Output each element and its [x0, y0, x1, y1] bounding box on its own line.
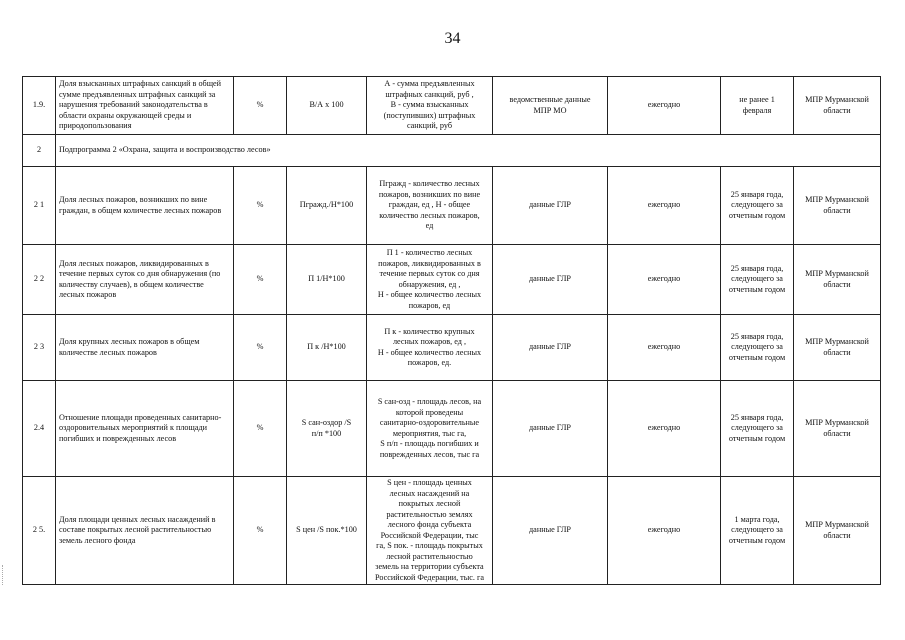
row-number: 2 2	[23, 245, 56, 315]
page-number: 34	[444, 30, 461, 47]
formula: В/А х 100	[287, 77, 367, 135]
responsible-body: МПР Мурманской области	[794, 315, 881, 381]
responsible-body: МПР Мурманской области	[794, 167, 881, 245]
indicator-name: Доля взысканных штрафных санкций в общей сумме предъявленных штрафных санкций за нарушения требований законодательства в области охраны окружающей среды и природопользования	[56, 77, 234, 135]
deadline: 25 января года, следующего за отчетным годом	[721, 381, 794, 477]
frequency: ежегодно	[608, 381, 721, 477]
formula-description: Пгражд - количество лесных пожаров, возникших по вине граждан, ед , Н - общее количество лесных пожаров, ед	[367, 167, 493, 245]
frequency: ежегодно	[608, 477, 721, 585]
table-row	[23, 167, 881, 245]
formula-description: П к - количество крупных лесных пожаров, ед , Н - общее количество лесных пожаров, ед.	[367, 315, 493, 381]
formula-description: А - сумма предъявленных штрафных санкций, руб , В - сумма взысканных (поступивших) штрафных санкций, руб	[367, 77, 493, 135]
data-source: данные ГЛР	[493, 477, 608, 585]
unit: %	[234, 77, 287, 135]
unit: %	[234, 381, 287, 477]
indicator-name: Доля крупных лесных пожаров в общем количестве лесных пожаров	[56, 315, 234, 381]
unit: %	[234, 315, 287, 381]
frequency: ежегодно	[608, 167, 721, 245]
indicators-table	[22, 76, 881, 585]
deadline: 25 января года, следующего за отчетным годом	[721, 167, 794, 245]
indicator-name: Доля площади ценных лесных насаждений в составе покрытых лесной растительностью земель лесного фонда	[56, 477, 234, 585]
unit: %	[234, 167, 287, 245]
frequency: ежегодно	[608, 77, 721, 135]
data-source: ведомственные данные МПР МО	[493, 77, 608, 135]
deadline: 25 января года, следующего за отчетным годом	[721, 315, 794, 381]
row-number: 1.9.	[23, 77, 56, 135]
formula-description: П 1 - количество лесных пожаров, ликвидированных в течение первых суток со дня обнаружения, ед , Н - общее количество лесных пожаров, ед	[367, 245, 493, 315]
table-row	[23, 315, 881, 381]
row-number: 2 3	[23, 315, 56, 381]
formula: Пгражд./Н*100	[287, 167, 367, 245]
subprogram-title: Подпрограмма 2 «Охрана, защита и воспроизводство лесов»	[56, 135, 881, 167]
deadline: 25 января года, следующего за отчетным годом	[721, 245, 794, 315]
unit: %	[234, 477, 287, 585]
scan-edge-mark	[2, 565, 5, 585]
data-source: данные ГЛР	[493, 245, 608, 315]
row-number: 2.4	[23, 381, 56, 477]
subprogram-row	[23, 135, 881, 167]
formula: П 1/Н*100	[287, 245, 367, 315]
responsible-body: МПР Мурманской области	[794, 381, 881, 477]
indicator-name: Доля лесных пожаров, ликвидированных в течение первых суток со дня обнаружения (по количеству случаев), в общем количестве лесных пожаров	[56, 245, 234, 315]
formula: S цен /S пок.*100	[287, 477, 367, 585]
table-row	[23, 477, 881, 585]
row-number: 2 1	[23, 167, 56, 245]
formula: П к /Н*100	[287, 315, 367, 381]
indicator-name: Отношение площади проведенных санитарно-оздоровительных мероприятий к площади погибших и поврежденных лесов	[56, 381, 234, 477]
deadline: 1 марта года, следующего за отчетным годом	[721, 477, 794, 585]
frequency: ежегодно	[608, 315, 721, 381]
indicator-name: Доля лесных пожаров, возникших по вине граждан, в общем количестве лесных пожаров	[56, 167, 234, 245]
table-row	[23, 381, 881, 477]
data-source: данные ГЛР	[493, 167, 608, 245]
data-source: данные ГЛР	[493, 381, 608, 477]
table-row	[23, 77, 881, 135]
table-row	[23, 245, 881, 315]
responsible-body: МПР Мурманской области	[794, 77, 881, 135]
responsible-body: МПР Мурманской области	[794, 477, 881, 585]
frequency: ежегодно	[608, 245, 721, 315]
responsible-body: МПР Мурманской области	[794, 245, 881, 315]
formula-description: S цен - площадь ценных лесных насаждений на покрытых лесной растительностью землях лесного фонда субъекта Российской Федерации, тыс га, S пок. - площадь покрытых лесной растительностью земель на территории субъекта Российской Федерации, тыс. га	[367, 477, 493, 585]
formula-description: S сан-озд - площадь лесов, на которой проведены санитарно-оздоровительные мероприятия, тыс га, S п/п - площадь погибших и поврежденных лесов, тыс га	[367, 381, 493, 477]
row-number: 2 5.	[23, 477, 56, 585]
data-source: данные ГЛР	[493, 315, 608, 381]
row-number: 2	[23, 135, 56, 167]
unit: %	[234, 245, 287, 315]
formula: S сан-оздор /S п/п *100	[287, 381, 367, 477]
deadline: не ранее 1 февраля	[721, 77, 794, 135]
